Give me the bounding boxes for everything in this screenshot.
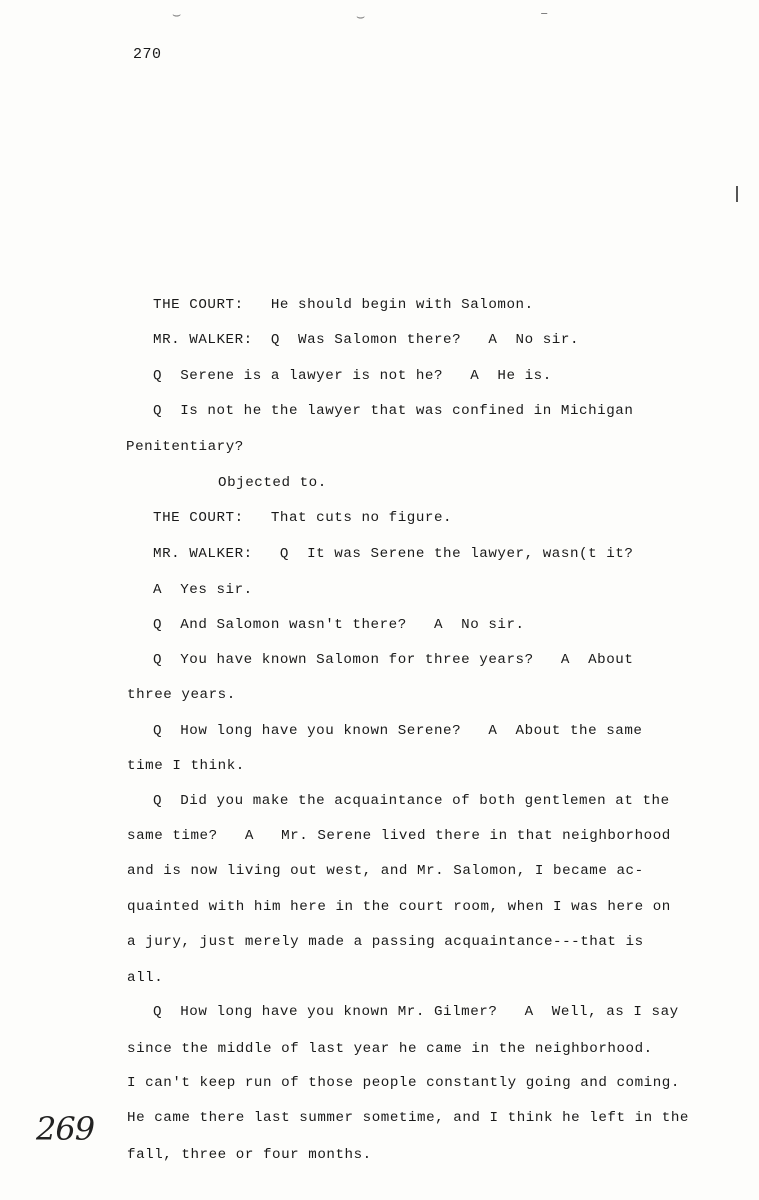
transcript-line: MR. WALKER: Q Was Salomon there? A No sir. — [153, 332, 580, 348]
transcript-line: Penitentiary? — [126, 439, 244, 455]
transcript-line: Q Did you make the acquaintance of both gentlemen at the — [153, 793, 670, 809]
transcript-line: and is now living out west, and Mr. Salomon, I became ac- — [127, 863, 644, 879]
transcript-line: I can't keep run of those people constantly going and coming. — [127, 1075, 680, 1091]
transcript-line: He came there last summer sometime, and I think he left in the — [127, 1110, 689, 1126]
transcript-line: Q And Salomon wasn't there? A No sir. — [153, 617, 525, 633]
transcript-line: Q Serene is a lawyer is not he? A He is. — [153, 368, 552, 384]
transcript-line: MR. WALKER: Q It was Serene the lawyer, wasn(t it? — [153, 546, 634, 562]
transcript-line: fall, three or four months. — [127, 1147, 372, 1163]
transcript-line: THE COURT: That cuts no figure. — [153, 510, 453, 526]
transcript-line: Q Is not he the lawyer that was confined in Michigan — [153, 403, 634, 419]
transcript-line: Q You have known Salomon for three years? A About — [153, 652, 634, 668]
transcript-line: time I think. — [127, 758, 245, 774]
page-number: 270 — [133, 46, 162, 63]
transcript-line: Q How long have you known Mr. Gilmer? A Well, as I say — [153, 1004, 679, 1020]
margin-mark — [736, 186, 738, 202]
punch-mark-right: – — [540, 6, 549, 22]
transcript-line: Q How long have you known Serene? A About the same — [153, 723, 643, 739]
transcript-line: all. — [127, 970, 164, 986]
transcript-line: three years. — [127, 687, 236, 703]
transcript-line: A Yes sir. — [153, 582, 253, 598]
transcript-line: Objected to. — [218, 475, 327, 491]
handwritten-page-number: 269 — [36, 1110, 95, 1148]
transcript-line: THE COURT: He should begin with Salomon. — [153, 297, 534, 313]
transcript-line: since the middle of last year he came in the neighborhood. — [127, 1041, 653, 1057]
punch-mark-left: ⌣ — [172, 8, 182, 24]
punch-mark-center: ⌣ — [356, 10, 366, 26]
transcript-line: same time? A Mr. Serene lived there in that neighborhood — [127, 828, 671, 844]
transcript-line: a jury, just merely made a passing acquaintance---that is — [127, 934, 644, 950]
transcript-line: quainted with him here in the court room, when I was here on — [127, 899, 671, 915]
